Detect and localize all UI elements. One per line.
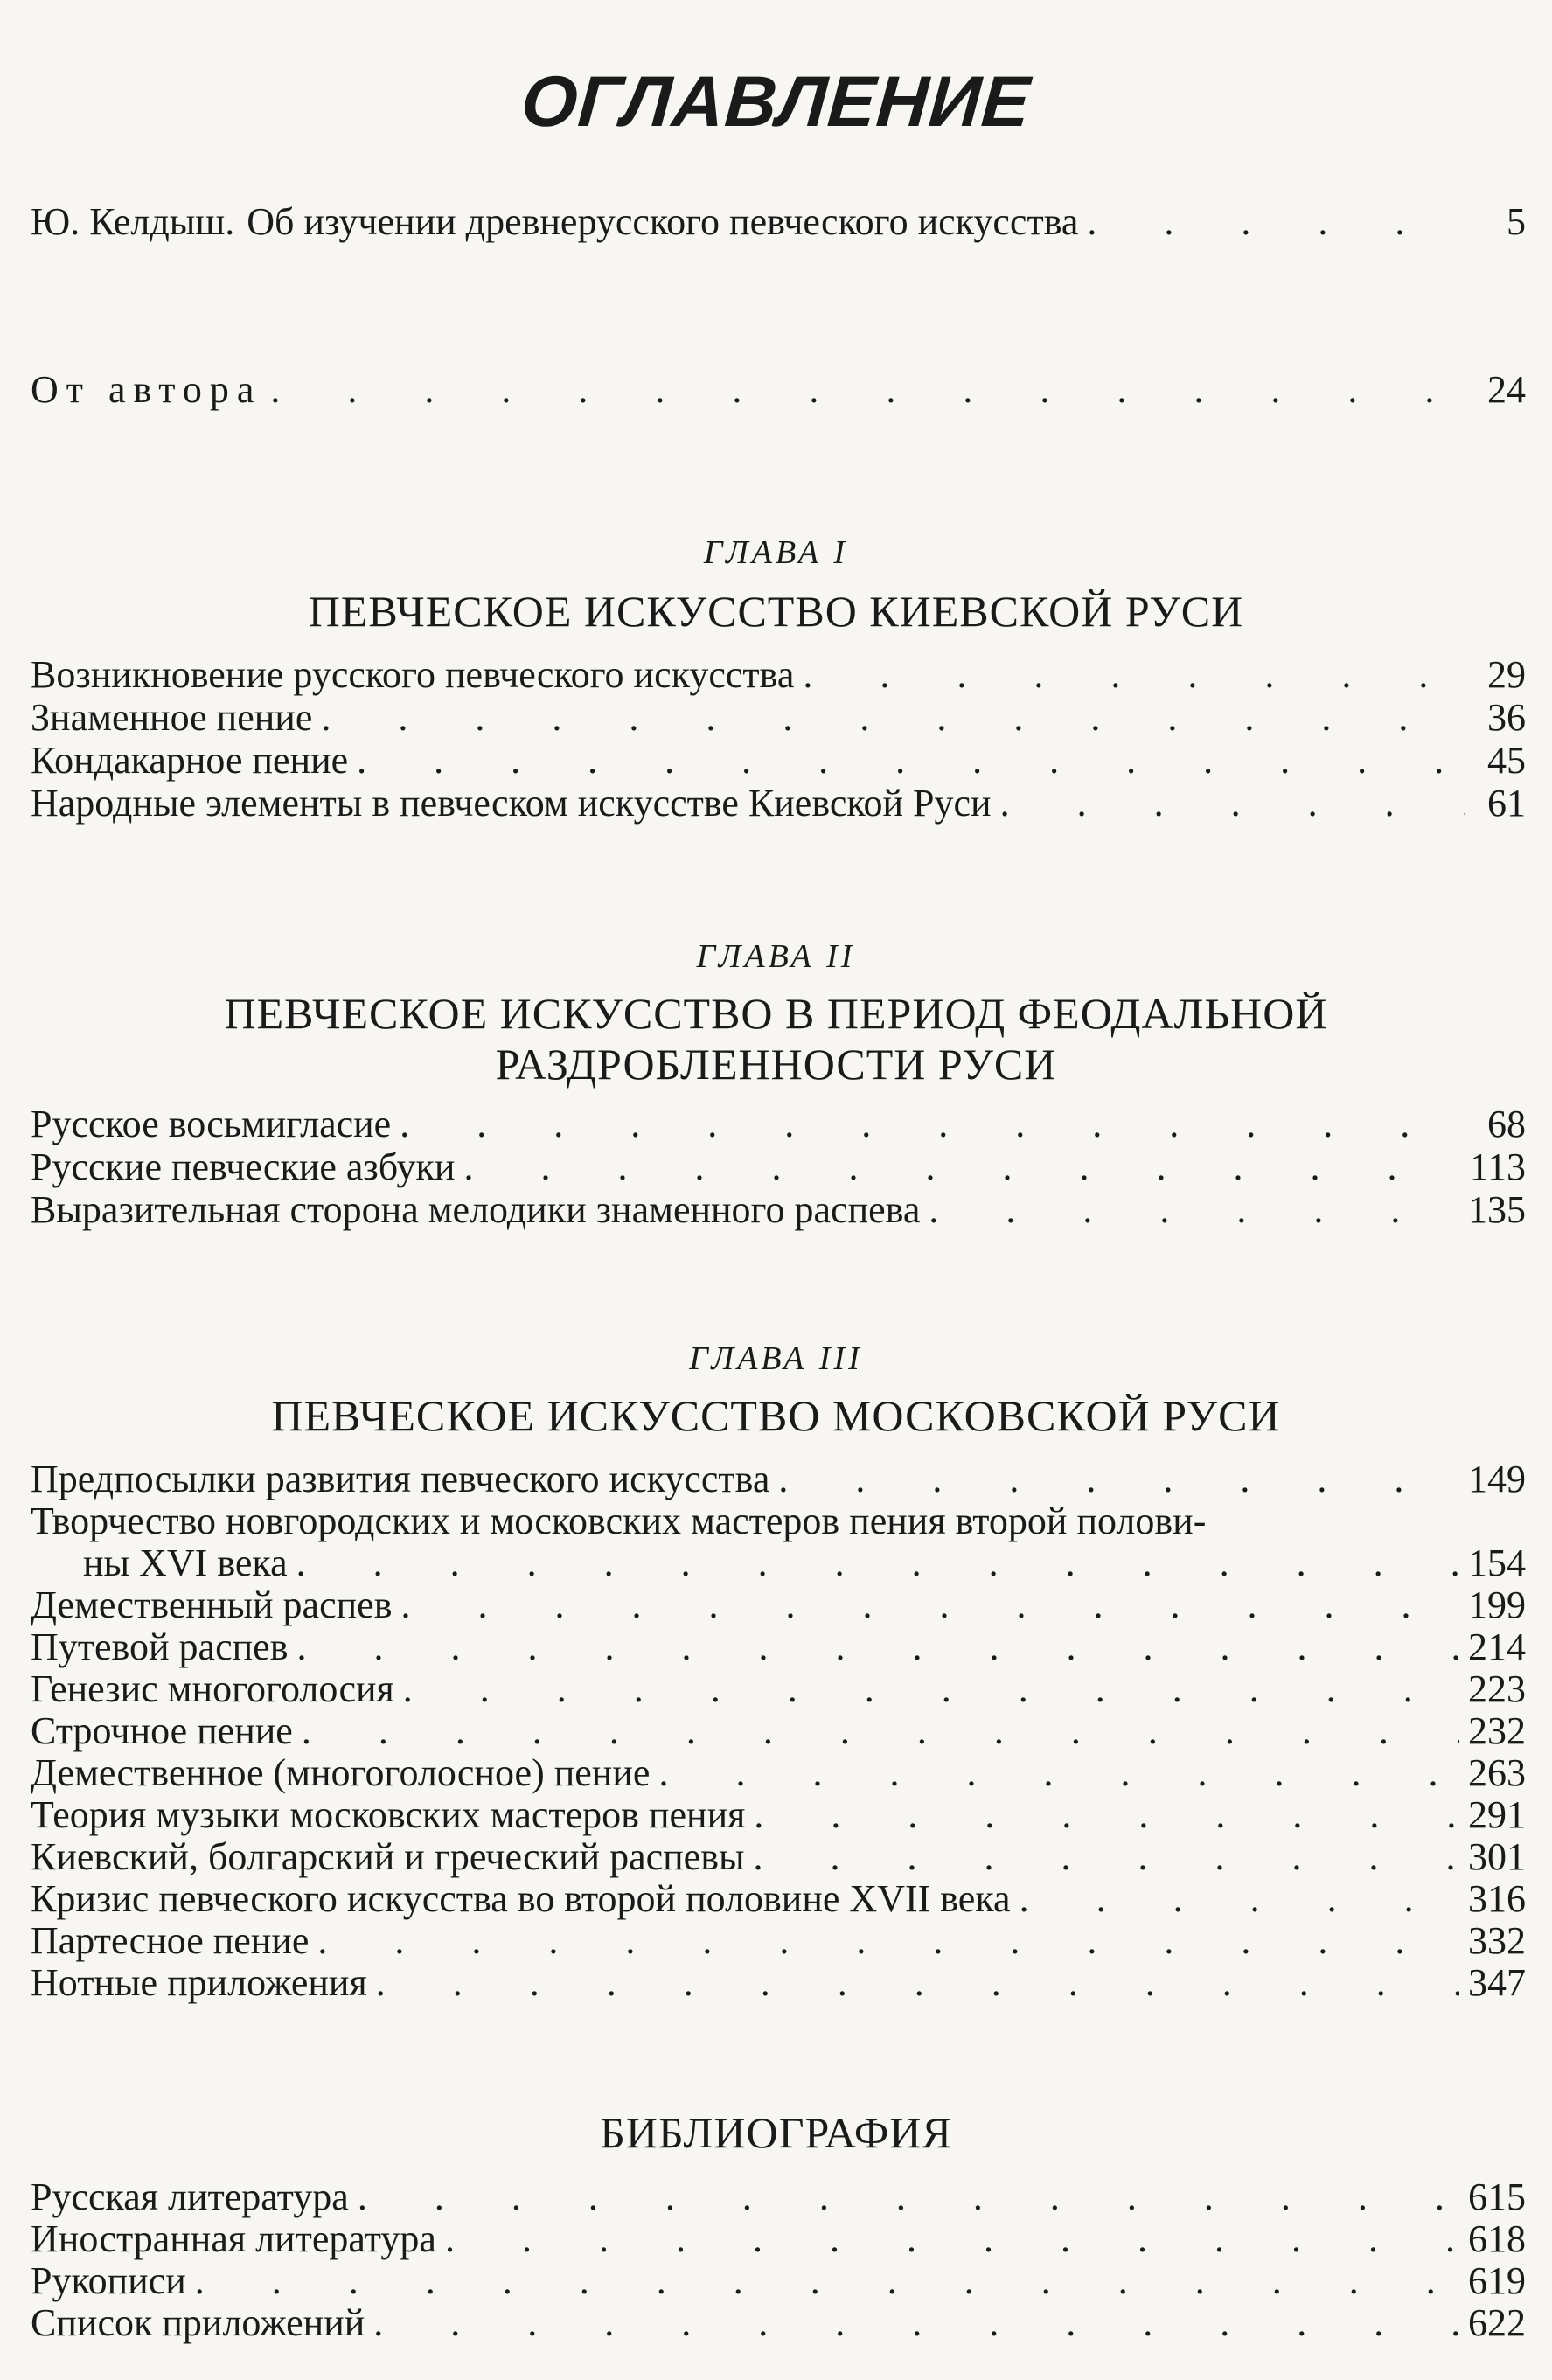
entry-title: Выразительная сторона мелодики знаменного распева <box>31 1188 921 1231</box>
leader-dots <box>754 1834 1459 1880</box>
entry-page: 29 <box>1487 653 1526 696</box>
entry-title: Русская литература <box>31 2175 349 2218</box>
entry-page: 149 <box>1468 1458 1526 1500</box>
entry-title: Список приложений <box>31 2301 365 2344</box>
entry-title: Партесное пение <box>31 1919 310 1962</box>
toc-entry[interactable] <box>31 1145 1526 1190</box>
entry-title: Демественный распев <box>31 1583 393 1626</box>
toc-entry[interactable] <box>31 1102 1526 1147</box>
entry-page: 615 <box>1468 2175 1526 2218</box>
entry-page: 61 <box>1487 782 1526 825</box>
entry-title: Нотные приложения <box>31 1961 367 2004</box>
entry-page: 618 <box>1468 2217 1526 2260</box>
toc-entry[interactable] <box>31 2258 1526 2304</box>
chapter-2-label: ГЛАВА II <box>696 938 856 975</box>
entry-page: 5 <box>1507 200 1526 243</box>
toc-entry[interactable] <box>31 1834 1526 1880</box>
entry-page: 291 <box>1468 1793 1526 1836</box>
toc-entry-first-line[interactable]: Творчество новгородских и московских мастеров пения второй полови- <box>31 1500 1207 1542</box>
entry-title: Народные элементы в певческом искусстве Киевской Руси <box>31 782 992 825</box>
leader-dots <box>778 1457 1459 1502</box>
entry-title: Предпосылки развития певческого искусства <box>31 1458 770 1500</box>
leader-dots <box>317 1918 1459 1964</box>
toc-entry[interactable] <box>31 1750 1526 1796</box>
entry-page: 68 <box>1487 1103 1526 1145</box>
toc-entry[interactable] <box>31 652 1526 698</box>
toc-entry[interactable] <box>31 2216 1526 2262</box>
leader-dots <box>1087 199 1465 245</box>
chapter-3-label: ГЛАВА III <box>689 1340 863 1377</box>
page-title: ОГЛАВЛЕНИЕ <box>518 62 1034 142</box>
toc-entry-continuation[interactable] <box>31 1541 1526 1586</box>
leader-dots <box>302 1708 1459 1754</box>
leader-dots <box>754 1792 1459 1838</box>
entry-title: От автора <box>31 368 262 411</box>
entry-page: 263 <box>1468 1751 1526 1794</box>
toc-entry[interactable] <box>31 1960 1526 2006</box>
leader-dots <box>376 1960 1459 2006</box>
leader-dots <box>400 1583 1459 1628</box>
chapter-1-title: ПЕВЧЕСКОЕ ИСКУССТВО КИЕВСКОЙ РУСИ <box>308 587 1244 636</box>
leader-dots <box>400 1102 1465 1147</box>
entry-page: 199 <box>1468 1583 1526 1626</box>
leader-dots <box>1000 781 1465 826</box>
chapter-3-title: ПЕВЧЕСКОЕ ИСКУССТВО МОСКОВСКОЙ РУСИ <box>271 1391 1281 1440</box>
entry-page: 347 <box>1468 1961 1526 2004</box>
chapter-2-title-line-2: РАЗДРОБЛЕННОСТИ РУСИ <box>495 1040 1057 1089</box>
entry-page: 154 <box>1468 1541 1526 1584</box>
toc-entry[interactable] <box>31 1876 1526 1922</box>
leader-dots <box>296 1625 1459 1670</box>
entry-title: Кризис певческого искусства во второй половине XVII века <box>31 1877 1011 1920</box>
toc-entry[interactable] <box>31 781 1526 826</box>
entry-page: 214 <box>1468 1625 1526 1668</box>
entry-page: 332 <box>1468 1919 1526 1962</box>
chapter-1-label: ГЛАВА I <box>703 534 849 571</box>
toc-entry[interactable] <box>31 2175 1526 2220</box>
leader-dots <box>373 2300 1459 2346</box>
leader-dots <box>658 1750 1459 1796</box>
entry-page: 622 <box>1468 2301 1526 2344</box>
leader-dots <box>296 1541 1459 1586</box>
entry-title: Знаменное пение <box>31 696 313 739</box>
leader-dots <box>321 695 1465 741</box>
toc-entry[interactable] <box>31 1918 1526 1964</box>
entry-title-continuation: ны XVI века <box>83 1541 288 1584</box>
toc-entry[interactable] <box>31 695 1526 741</box>
entry-title: Русские певческие азбуки <box>31 1145 456 1188</box>
leader-dots <box>445 2216 1459 2262</box>
leader-dots <box>358 2175 1459 2220</box>
entry-page: 45 <box>1487 739 1526 782</box>
leader-dots <box>270 367 1465 413</box>
entry-title: Теория музыки московских мастеров пения <box>31 1793 746 1836</box>
entry-title: Возникновение русского певческого искусства <box>31 653 795 696</box>
leader-dots <box>929 1187 1459 1233</box>
toc-entry[interactable] <box>31 1708 1526 1754</box>
entry-page: 316 <box>1468 1877 1526 1920</box>
toc-entry-from-author[interactable] <box>31 367 1526 413</box>
entry-title: Русское восьмигласие <box>31 1103 392 1145</box>
toc-entry-keldysh[interactable] <box>31 199 1526 245</box>
entry-title: Кондакарное пение <box>31 739 349 782</box>
entry-title: Рукописи <box>31 2259 186 2302</box>
entry-title: Киевский, болгарский и греческий распевы <box>31 1835 745 1878</box>
leader-dots <box>463 1145 1460 1190</box>
leader-dots <box>803 652 1465 698</box>
leader-dots <box>1020 1876 1459 1922</box>
toc-entry[interactable] <box>31 738 1526 783</box>
entry-page: 232 <box>1468 1709 1526 1752</box>
entry-page: 135 <box>1468 1188 1526 1231</box>
entry-title: Путевой распев <box>31 1625 289 1668</box>
toc-entry[interactable] <box>31 1792 1526 1838</box>
toc-entry[interactable] <box>31 2300 1526 2346</box>
leader-dots <box>403 1667 1459 1712</box>
entry-title: Об изучении древнерусского певческого искусства <box>247 200 1079 243</box>
leader-dots <box>357 738 1465 783</box>
toc-entry[interactable] <box>31 1583 1526 1628</box>
entry-author: Ю. Келдыш. <box>31 200 235 243</box>
entry-page: 619 <box>1468 2259 1526 2302</box>
toc-entry[interactable] <box>31 1667 1526 1712</box>
entry-page: 24 <box>1487 368 1526 411</box>
entry-page: 36 <box>1487 696 1526 739</box>
entry-title: Строчное пение <box>31 1709 293 1752</box>
entry-title: Иностранная литература <box>31 2217 436 2260</box>
leader-dots <box>195 2258 1459 2304</box>
entry-title: Демественное (многоголосное) пение <box>31 1751 651 1794</box>
bibliography-title: БИБЛИОГРАФИЯ <box>600 2108 952 2157</box>
toc-entry[interactable] <box>31 1457 1526 1502</box>
entry-page: 113 <box>1469 1145 1526 1188</box>
entry-page: 301 <box>1468 1835 1526 1878</box>
toc-entry[interactable] <box>31 1625 1526 1670</box>
entry-page: 223 <box>1468 1667 1526 1710</box>
entry-title: Генезис многоголосия <box>31 1667 394 1710</box>
chapter-2-title-line-1: ПЕВЧЕСКОЕ ИСКУССТВО В ПЕРИОД ФЕОДАЛЬНОЙ <box>224 989 1328 1038</box>
toc-entry[interactable] <box>31 1187 1526 1233</box>
